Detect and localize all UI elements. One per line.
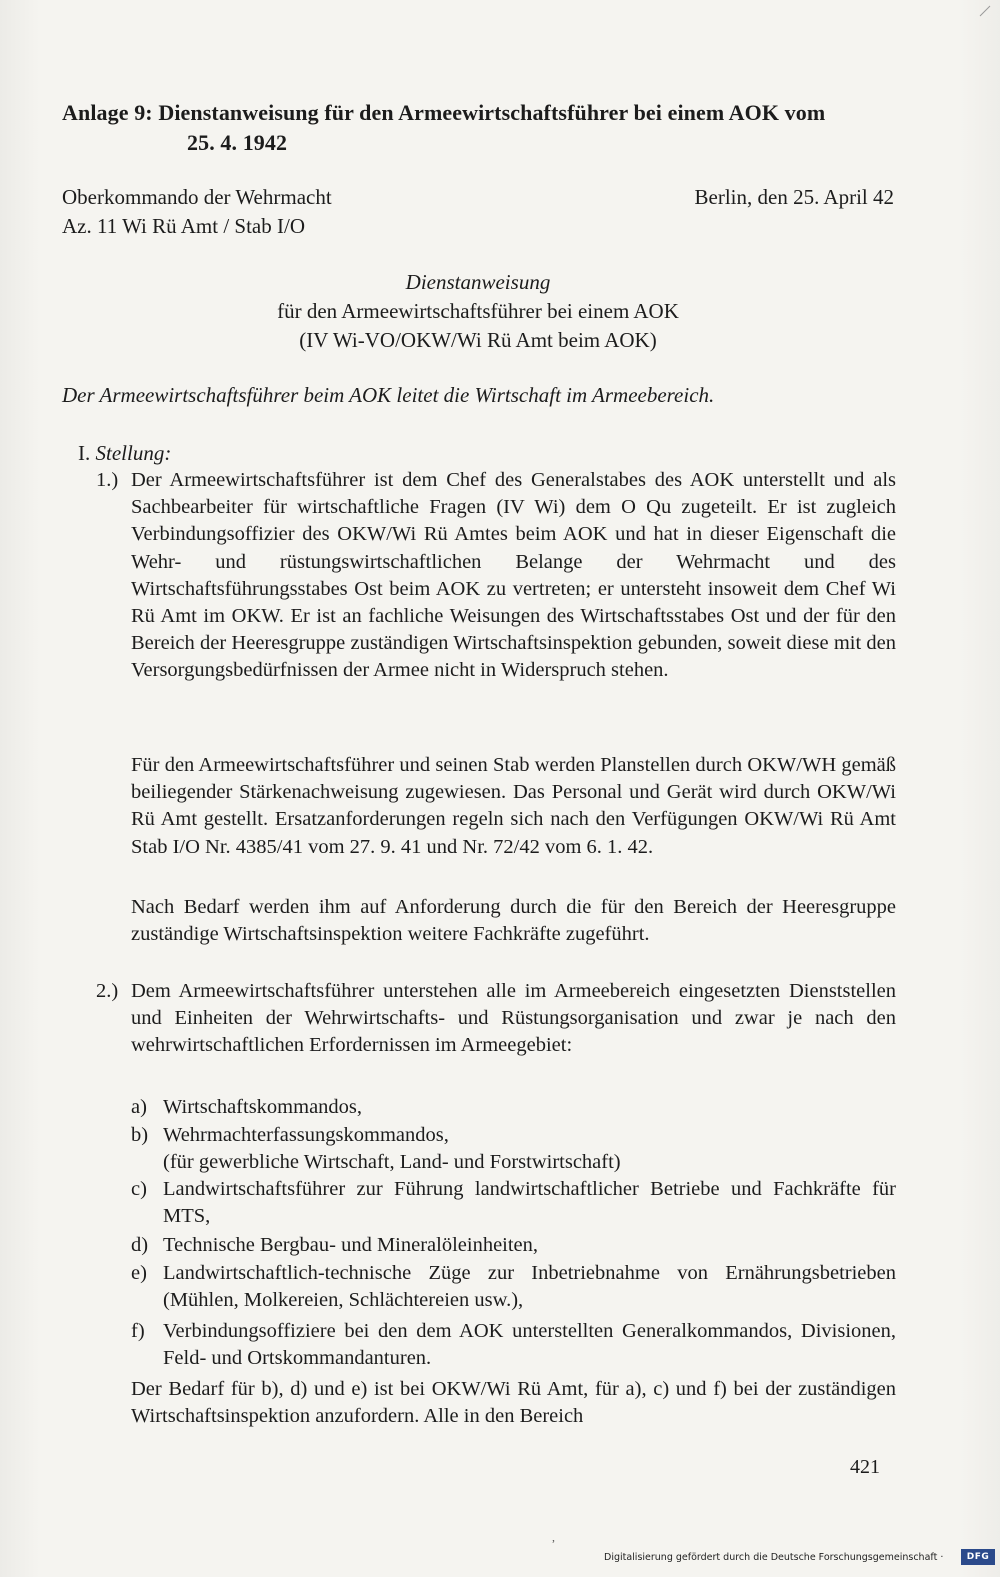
list-item-label: a): [131, 1096, 147, 1118]
list-item: [131, 1318, 896, 1372]
list-item-note: (für gewerbliche Wirtschaft, Land- und Forstwirtschaft): [163, 1151, 621, 1174]
item-1-number: 1.): [96, 469, 119, 491]
section-title: Stellung:: [95, 441, 172, 465]
list-item-text: Wehrmachterfassungskommandos,: [163, 1124, 449, 1146]
document-heading: [62, 268, 894, 355]
list-item-label: b): [131, 1124, 149, 1146]
list-item: [131, 1260, 896, 1314]
item-1-paragraph-3: Nach Bedarf werden ihm auf Anforderung durch die für den Bereich der Heeresgruppe zuständige Wirtschaftsinspektion weitere Fachkräfte zugeführt.: [131, 896, 896, 946]
list-item-label: f): [131, 1320, 145, 1342]
page-number: 421: [850, 1456, 880, 1478]
list-item-label: e): [131, 1262, 147, 1284]
item-1-paragraph-2: Für den Armeewirtschaftsführer und seinen Stab werden Planstellen durch OKW/WH gemäß beiliegender Stärkenachweisung zugewiesen. Das Personal und Gerät wird durch OKW/Wi Rü Amt gestellt. Ersatzanforderungen regeln sich nach den Verfügungen OKW/Wi Rü Amt Stab I/O Nr. 4385/41 vom 27. 9. 41 und Nr. 72/42 vom 6. 1. 42.: [131, 754, 896, 858]
reference-number: Az. 11 Wi Rü Amt / Stab I/O: [62, 214, 305, 238]
heading-subtitle-1: für den Armeewirtschaftsführer bei einem AOK: [277, 299, 679, 323]
item-2-number: 2.): [96, 980, 119, 1002]
section-number: I.: [78, 441, 91, 465]
list-item-label: d): [131, 1234, 149, 1256]
dfg-logo: DFG: [961, 1549, 995, 1565]
list-item: [131, 1176, 896, 1230]
heading-subtitle-2: (IV Wi-VO/OKW/Wi Rü Amt beim AOK): [299, 328, 657, 352]
digitization-credit: Digitalisierung gefördert durch die Deutsche Forschungsgemeinschaft ·: [604, 1552, 944, 1563]
item-2-intro: Dem Armeewirtschaftsführer unterstehen alle im Armeebereich eingesetzten Dienststellen und Einheiten der Wehrwirtschafts- und Rüstungsorganisation und zwar je nach den wehrwirtschaftlichen Erfordernissen im Armeegebiet:: [131, 980, 896, 1057]
list-item-text: Landwirtschaftlich-technische Züge zur Inbetriebnahme von Ernährungsbetrieben (Mühlen, Molkereien, Schlächtereien usw.),: [163, 1262, 896, 1312]
corner-mark-icon: [978, 4, 992, 18]
list-item: [131, 1094, 896, 1121]
item-2-closing: Der Bedarf für b), d) und e) ist bei OKW/Wi Rü Amt, für a), c) und f) bei der zuständigen Wirtschaftsinspektion anzufordern. Alle in den Bereich: [131, 1378, 896, 1428]
list-item: [131, 1122, 896, 1176]
heading-title: Dienstanweisung: [405, 270, 551, 294]
list-item-text: Verbindungsoffiziere bei den dem AOK unterstellten Generalkommandos, Divisionen, Feld- und Ortskommandanturen.: [163, 1320, 896, 1370]
annex-title-line1: Anlage 9: Dienstanweisung für den Armeewirtschaftsführer bei einem AOK vom: [62, 100, 826, 125]
issuer: Oberkommando der Wehrmacht: [62, 185, 332, 209]
lead-sentence: Der Armeewirtschaftsführer beim AOK leitet die Wirtschaft im Armeebereich.: [62, 383, 715, 407]
list-item-text: Technische Bergbau- und Mineralöleinheiten,: [163, 1234, 539, 1256]
list-item: [131, 1232, 896, 1259]
scan-mark: ,: [552, 1530, 555, 1544]
section-heading: [78, 441, 171, 466]
list-item-text: Landwirtschaftsführer zur Führung landwirtschaftlicher Betriebe und Fachkräfte für MTS,: [163, 1178, 896, 1228]
list-item-text: Wirtschaftskommandos,: [163, 1096, 363, 1118]
annex-title-line2: 25. 4. 1942: [187, 130, 288, 155]
item-1-paragraph-1: Der Armeewirtschaftsführer ist dem Chef des Generalstabes des AOK unterstellt und als Sachbearbeiter für wirtschaftliche Fragen (IV Wi) dem O Qu zugeteilt. Er ist zugleich Verbindungsoffizier des OKW/Wi Rü Amtes beim AOK und hat in dieser Eigenschaft die Wehr- und rüstungswirtschaftlichen Belange der Wehrmacht und des Wirtschaftsführungsstabes Ost beim AOK zu vertreten; er untersteht insoweit dem Chef Wi Rü Amt im OKW. Er ist an fachliche Weisungen des Wirtschaftsstabes Ost und der für den Bereich der Heeresgruppe zuständigen Wirtschaftsinspektion gebunden, soweit diese mit den Versorgungsbedürfnissen der Armee nicht in Widerspruch stehen.: [131, 469, 896, 682]
place-date: Berlin, den 25. April 42: [694, 185, 894, 209]
annex-title: [62, 98, 902, 158]
list-item-label: c): [131, 1178, 147, 1200]
